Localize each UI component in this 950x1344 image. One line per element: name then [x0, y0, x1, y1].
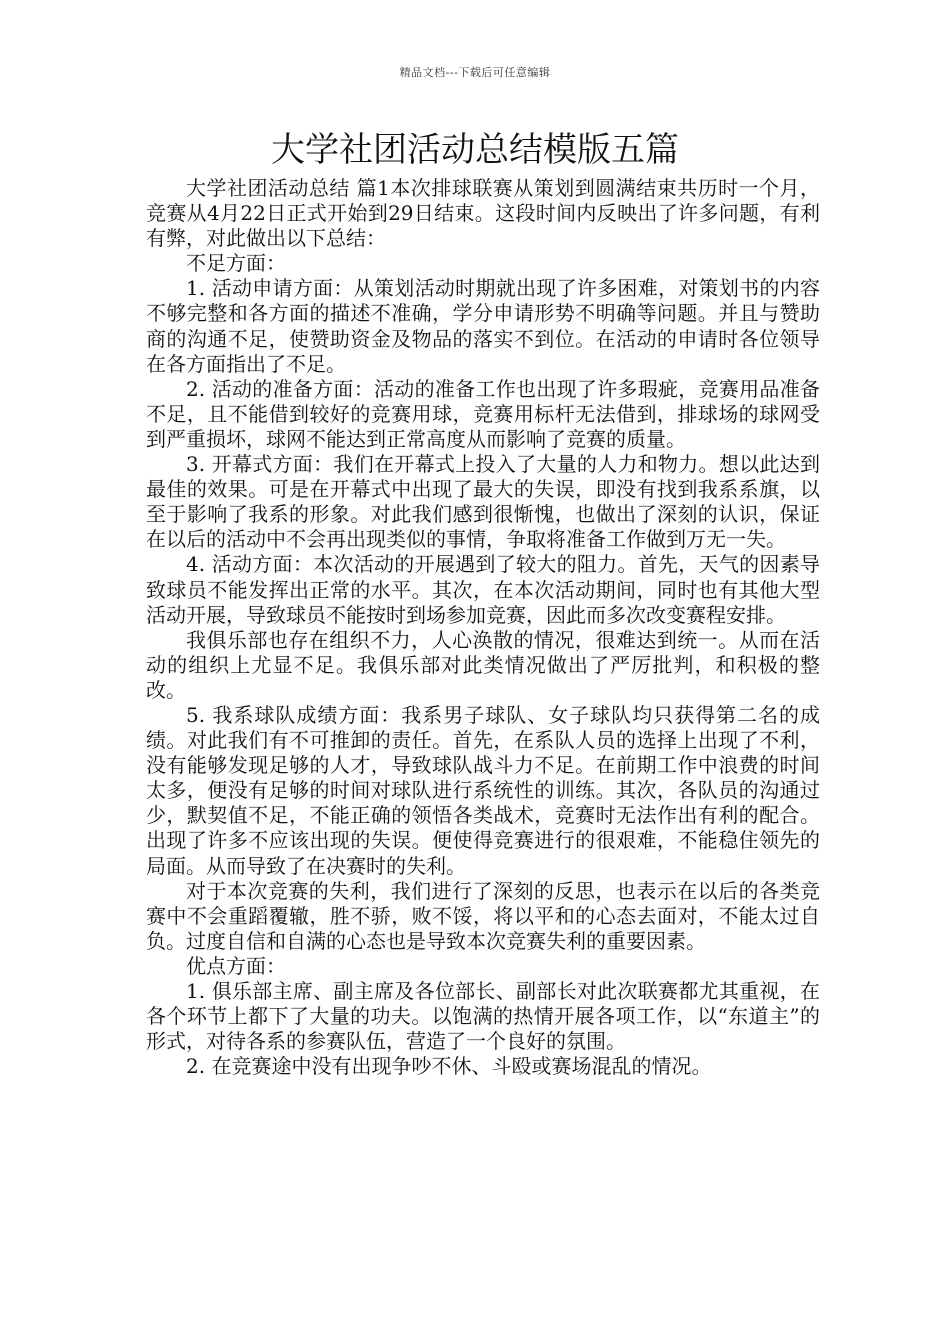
- shortcoming-item-5: 5. 我系球队成绩方面：我系男子球队、女子球队均只获得第二名的成绩。对此我们有不可推卸的责任。首先，在系队人员的选择上出现了不利，没有能够发现足够的人才，导致球队战斗力不足。在前期工作中浪费的时间太多，便没有足够的时间对球队进行系统性的训练。其次，各队员的沟通过少，默契值不足，不能正确的领悟各类战术，竞赛时无法作出有利的配合。出现了许多不应该出现的失误。便使得竞赛进行的很艰难，不能稳住领先的局面。从而导致了在决赛时的失利。: [146, 702, 820, 878]
- section-heading-shortcomings: 不足方面：: [186, 251, 286, 276]
- intro-paragraph: 大学社团活动总结 篇1本次排球联赛从策划到圆满结束共历时一个月，竞赛从4月22日正式开始到29日结束。这段时间内反映出了许多问题，有利有弊，对此做出以下总结：: [146, 176, 820, 251]
- document-body: [146, 176, 820, 1079]
- strength-item-1: 1. 俱乐部主席、副主席及各位部长、副部长对此次联赛都尤其重视，在各个环节上都下了大量的功夫。以饱满的热情开展各项工作，以“东道主”的形式，对待各系的参赛队伍，营造了一个良好的氛围。: [146, 979, 820, 1054]
- document-title: 大学社团活动总结模版五篇: [271, 130, 679, 170]
- reflection-paragraph: 对于本次竞赛的失利，我们进行了深刻的反思，也表示在以后的各类竞赛中不会重蹈覆辙，胜不骄，败不馁，将以平和的心态去面对，不能太过自负。过度自信和自满的心态也是导致本次竞赛失利的重要因素。: [146, 878, 820, 953]
- shortcoming-item-3: 3. 开幕式方面：我们在开幕式上投入了大量的人力和物力。想以此达到最佳的效果。可是在开幕式中出现了最大的失误，即没有找到我系系旗，以至于影响了我系的形象。对此我们感到很惭愧，也做出了深刻的认识，保证在以后的活动中不会再出现类似的事情，争取将准备工作做到万无一失。: [146, 452, 820, 552]
- strength-item-2: 2. 在竞赛途中没有出现争吵不休、斗殴或赛场混乱的情况。: [186, 1054, 712, 1079]
- shortcoming-item-4: 4. 活动方面：本次活动的开展遇到了较大的阻力。首先，天气的因素导致球员不能发挥出正常的水平。其次，在本次活动期间，同时也有其他大型活动开展，导致球员不能按时到场参加竞赛，因此而多次改变赛程安排。: [146, 552, 820, 627]
- header-note: 精品文档---下载后可任意编辑: [399, 66, 551, 79]
- shortcoming-item-2: 2. 活动的准备方面：活动的准备工作也出现了许多瑕疵，竞赛用品准备不足，且不能借到较好的竞赛用球，竞赛用标杆无法借到，排球场的球网受到严重损坏，球网不能达到正常高度从而影响了竞赛的质量。: [146, 376, 820, 451]
- section-heading-strengths: 优点方面：: [186, 953, 286, 978]
- shortcoming-item-1: 1. 活动申请方面：从策划活动时期就出现了许多困难，对策划书的内容不够完整和各方面的描述不准确，学分申请形势不明确等问题。并且与赞助商的沟通不足，使赞助资金及物品的落实不到位。在活动的申请时各位领导在各方面指出了不足。: [146, 276, 820, 376]
- club-organization-paragraph: 我俱乐部也存在组织不力，人心涣散的情况，很难达到统一。从而在活动的组织上尤显不足。我俱乐部对此类情况做出了严厉批判，和积极的整改。: [146, 627, 820, 702]
